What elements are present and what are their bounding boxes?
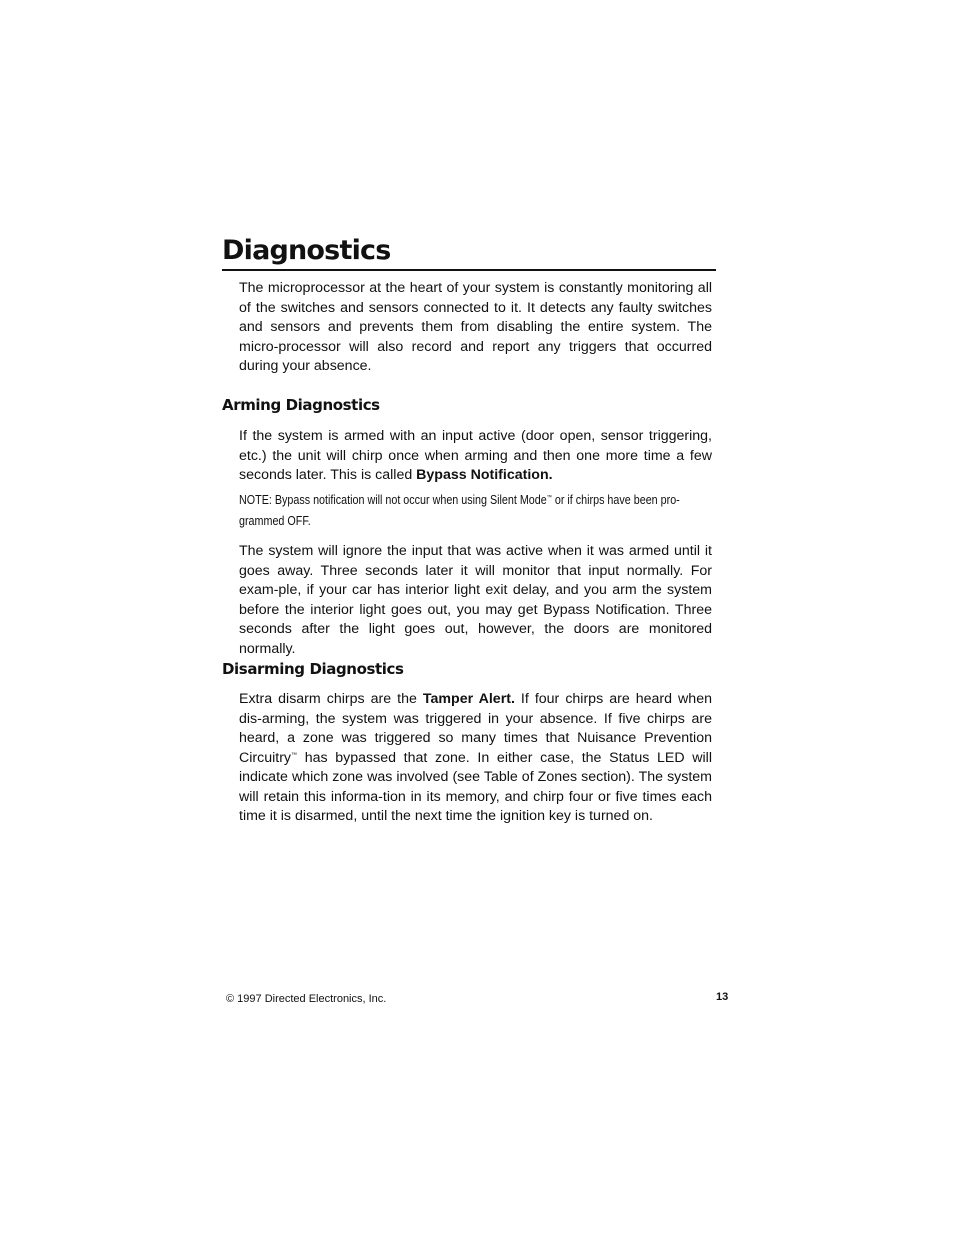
arming-paragraph-2: The system will ignore the input that was active when it was armed until it goes away. Three seconds later it will monitor that input normally. For exam-ple, if your car has interior light exit delay, and you arm the system before the interior light goes out, you may get Bypass Notification. Three seconds after the light goes out, however, the doors are monitored normally. — [239, 543, 712, 657]
tamper-alert-term: Tamper Alert. — [422, 691, 515, 707]
trademark-symbol: ™ — [291, 751, 298, 758]
disarming-text-start: Extra disarm chirps are the — [239, 691, 423, 707]
trademark-symbol: ™ — [546, 494, 552, 501]
arming-paragraph-1-text: If the system is armed with an input active (door open, sensor triggering, etc.) the unit will chirp once when arming and then one more time a few seconds later. This is called — [239, 428, 712, 483]
arming-note — [239, 490, 695, 532]
bypass-notification-term: Bypass Notification. — [416, 467, 553, 483]
note-text-start: NOTE: Bypass notification will not occur when using Silent Mode — [239, 493, 547, 507]
page-title: Diagnostics — [222, 234, 716, 271]
disarming-text-middle: If four chirps are heard when dis-arming, the system was triggered in your absence. If five chirps are heard, a zone was triggered so many times that Nuisance Prevention Circuitry — [239, 691, 712, 766]
page-number: 13 — [716, 991, 729, 1003]
arming-paragraph-1 — [239, 427, 712, 486]
note-text-end: or if chirps have been pro-grammed OFF. — [239, 493, 680, 528]
intro-paragraph: The microprocessor at the heart of your system is constantly monitoring all of the switches and sensors connected to it. It detects any faulty switches and sensors and prevents them from disabling the entire system. The micro-processor will also record and report any triggers that occurred during your absence. — [239, 280, 712, 374]
disarming-paragraph — [239, 690, 712, 827]
arming-diagnostics-heading: Arming Diagnostics — [222, 396, 380, 414]
disarming-diagnostics-heading: Disarming Diagnostics — [222, 660, 404, 678]
disarming-text-end: has bypassed that zone. In either case, the Status LED will indicate which zone was involved (see Table of Zones section). The system will retain this informa-tion in its memory, and chirp four or five times each time it is disarmed, until the next time the ignition key is turned on. — [239, 749, 712, 824]
copyright-footer: © 1997 Directed Electronics, Inc. — [226, 993, 387, 1005]
